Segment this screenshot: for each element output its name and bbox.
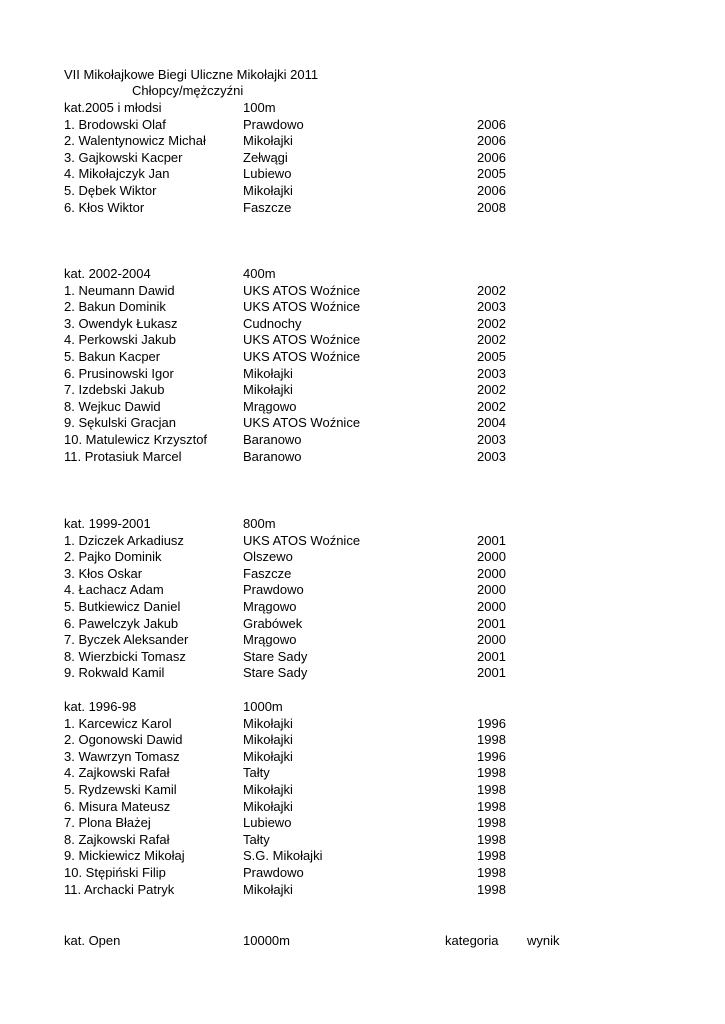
result-row <box>0 831 725 848</box>
result-row <box>0 431 725 448</box>
runner-club: S.G. Mikołajki <box>243 848 323 864</box>
result-row <box>0 365 725 382</box>
runner-club: Mikołajki <box>243 748 293 764</box>
result-row <box>0 381 725 398</box>
runner-name: 2. Walentynowicz Michał <box>64 133 206 149</box>
runner-name: 7. Izdebski Jakub <box>64 382 165 398</box>
result-row <box>0 132 725 149</box>
runner-year: 2000 <box>477 632 506 648</box>
runner-name: 6. Pawelczyk Jakub <box>64 615 179 631</box>
runner-club: Mikołajki <box>243 732 293 748</box>
runner-year: 1996 <box>477 715 506 731</box>
result-row <box>0 581 725 598</box>
runner-club: Mikołajki <box>243 133 293 149</box>
runner-year: 1996 <box>477 748 506 764</box>
section-header <box>0 99 725 116</box>
runner-name: 5. Dębek Wiktor <box>64 183 157 198</box>
runner-club: Tałty <box>243 765 270 781</box>
runner-year: 2002 <box>477 332 506 348</box>
section-header <box>0 698 725 715</box>
runner-club: Mrągowo <box>243 599 297 614</box>
runner-name: 3. Owendyk Łukasz <box>64 315 178 331</box>
runner-club: Stare Sady <box>243 648 308 664</box>
runner-name: 7. Plona Błażej <box>64 815 151 831</box>
result-row <box>0 315 725 332</box>
runner-year: 1998 <box>477 881 506 897</box>
result-row <box>0 149 725 166</box>
result-row <box>0 814 725 831</box>
runner-name: 9. Mickiewicz Mikołaj <box>64 848 185 864</box>
runner-club: Stare Sady <box>243 665 308 681</box>
runner-year: 2001 <box>477 532 506 548</box>
runner-club: Mikołajki <box>243 798 293 814</box>
runner-club: Mikołajki <box>243 782 293 797</box>
runner-name: 8. Wierzbicki Tomasz <box>64 648 186 664</box>
runner-year: 2001 <box>477 648 506 664</box>
runner-year: 2006 <box>477 183 506 198</box>
result-row <box>0 881 725 898</box>
result-row <box>0 532 725 549</box>
result-row <box>0 398 725 415</box>
runner-club: Olszewo <box>243 549 293 565</box>
runner-club: Cudnochy <box>243 315 302 331</box>
result-row <box>0 448 725 465</box>
runner-club: UKS ATOS Woźnice <box>243 299 361 315</box>
runner-year: 2004 <box>477 415 506 431</box>
runner-club: Lubiewo <box>243 815 292 831</box>
runner-year: 2000 <box>477 549 506 565</box>
result-row <box>0 331 725 348</box>
runner-name: 2. Ogonowski Dawid <box>64 732 183 748</box>
result-row <box>0 116 725 133</box>
runner-club: Zełwągi <box>243 149 288 165</box>
runner-name: 4. Zajkowski Rafał <box>64 765 170 781</box>
section-category: kat. 1999-2001 <box>64 516 151 531</box>
runner-year: 2003 <box>477 299 506 315</box>
result-row <box>0 348 725 365</box>
result-row <box>0 847 725 864</box>
runner-year: 2003 <box>477 365 506 381</box>
runner-name: 1. Dziczek Arkadiusz <box>64 532 184 548</box>
runner-year: 2001 <box>477 615 506 631</box>
runner-name: 3. Gajkowski Kacper <box>64 149 183 165</box>
runner-name: 1. Neumann Dawid <box>64 282 175 298</box>
runner-year: 2003 <box>477 432 506 447</box>
runner-name: 1. Karcewicz Karol <box>64 715 172 731</box>
runner-name: 11. Protasiuk Marcel <box>64 448 182 464</box>
runner-club: Mikołajki <box>243 715 293 731</box>
runner-club: UKS ATOS Woźnice <box>243 332 361 348</box>
result-row <box>0 282 725 299</box>
open-col-result: wynik <box>527 933 560 948</box>
runner-club: Mrągowo <box>243 398 297 414</box>
section-distance: 1000m <box>243 699 283 714</box>
open-distance: 10000m <box>243 933 290 948</box>
runner-club: Prawdowo <box>243 582 304 598</box>
runner-name: 3. Wawrzyn Tomasz <box>64 748 180 764</box>
runner-club: Prawdowo <box>243 116 304 132</box>
open-col-category: kategoria <box>445 933 499 948</box>
runner-name: 5. Bakun Kacper <box>64 349 161 364</box>
result-row <box>0 715 725 732</box>
runner-name: 4. Perkowski Jakub <box>64 332 176 348</box>
runner-year: 2003 <box>477 448 506 464</box>
runner-year: 2005 <box>477 349 506 364</box>
runner-name: 1. Brodowski Olaf <box>64 116 166 132</box>
result-row <box>0 199 725 216</box>
runner-year: 1998 <box>477 848 506 864</box>
result-row <box>0 648 725 665</box>
open-header-line <box>0 932 725 949</box>
runner-name: 11. Archacki Patryk <box>64 881 175 897</box>
runner-year: 1998 <box>477 798 506 814</box>
runner-club: Baranowo <box>243 448 302 464</box>
runner-club: Faszcze <box>243 565 292 581</box>
runner-year: 1998 <box>477 765 506 781</box>
runner-year: 1998 <box>477 732 506 748</box>
runner-year: 2008 <box>477 199 506 215</box>
page-title: VII Mikołajkowe Biegi Uliczne Mikołajki 2011 <box>64 67 319 82</box>
runner-year: 2000 <box>477 565 506 581</box>
title-line <box>0 66 725 83</box>
runner-year: 1998 <box>477 815 506 831</box>
result-row <box>0 414 725 431</box>
runner-year: 2001 <box>477 665 506 681</box>
runner-year: 2002 <box>477 382 506 398</box>
runner-club: UKS ATOS Woźnice <box>243 349 361 364</box>
runner-year: 2002 <box>477 315 506 331</box>
section-header <box>0 265 725 282</box>
runner-year: 2002 <box>477 282 506 298</box>
runner-year: 2006 <box>477 133 506 149</box>
runner-year: 1998 <box>477 831 506 847</box>
runner-year: 2006 <box>477 116 506 132</box>
runner-club: Mikołajki <box>243 183 293 198</box>
runner-name: 2. Bakun Dominik <box>64 299 166 315</box>
runner-name: 4. Łachacz Adam <box>64 582 164 598</box>
runner-club: Tałty <box>243 831 270 847</box>
runner-year: 2002 <box>477 398 506 414</box>
section-category: kat. 2002-2004 <box>64 266 151 281</box>
result-row <box>0 731 725 748</box>
page-subtitle: Chłopcy/mężczyźni <box>132 83 244 98</box>
runner-name: 4. Mikołajczyk Jan <box>64 166 170 182</box>
runner-club: Mrągowo <box>243 632 297 648</box>
runner-name: 5. Rydzewski Kamil <box>64 782 177 797</box>
result-row <box>0 764 725 781</box>
runner-name: 9. Sękulski Gracjan <box>64 415 176 431</box>
runner-club: Lubiewo <box>243 166 292 182</box>
runner-year: 2005 <box>477 166 506 182</box>
runner-club: Faszcze <box>243 199 292 215</box>
runner-name: 7. Byczek Aleksander <box>64 632 189 648</box>
runner-club: Grabówek <box>243 615 303 631</box>
result-row <box>0 798 725 815</box>
runner-name: 8. Wejkuc Dawid <box>64 398 161 414</box>
result-row <box>0 781 725 798</box>
result-row <box>0 631 725 648</box>
runner-name: 6. Misura Mateusz <box>64 798 171 814</box>
subtitle-line <box>0 82 725 99</box>
section-distance: 100m <box>243 100 276 115</box>
section-category: kat. 1996-98 <box>64 699 137 714</box>
runner-name: 9. Rokwald Kamil <box>64 665 165 681</box>
result-row <box>0 298 725 315</box>
runner-club: Mikołajki <box>243 365 293 381</box>
open-category: kat. Open <box>64 933 121 948</box>
result-row <box>0 598 725 615</box>
runner-year: 1998 <box>477 782 506 797</box>
runner-name: 2. Pajko Dominik <box>64 549 162 565</box>
result-row <box>0 182 725 199</box>
runner-name: 8. Zajkowski Rafał <box>64 831 170 847</box>
runner-club: UKS ATOS Woźnice <box>243 532 361 548</box>
runner-club: UKS ATOS Woźnice <box>243 415 361 431</box>
runner-year: 2006 <box>477 149 506 165</box>
runner-year: 2000 <box>477 599 506 614</box>
result-row <box>0 748 725 765</box>
runner-club: Mikołajki <box>243 881 293 897</box>
result-row <box>0 165 725 182</box>
runner-year: 2000 <box>477 582 506 598</box>
section-header <box>0 515 725 532</box>
result-row <box>0 565 725 582</box>
runner-name: 10. Stępiński Filip <box>64 865 166 880</box>
runner-name: 5. Butkiewicz Daniel <box>64 599 181 614</box>
section-distance: 800m <box>243 516 276 531</box>
runner-club: Baranowo <box>243 432 302 447</box>
section-category: kat.2005 i młodsi <box>64 100 162 115</box>
result-row <box>0 864 725 881</box>
runner-year: 1998 <box>477 865 506 880</box>
result-row <box>0 664 725 681</box>
runner-club: Prawdowo <box>243 865 304 880</box>
result-row <box>0 548 725 565</box>
result-row <box>0 615 725 632</box>
section-distance: 400m <box>243 266 276 281</box>
runner-name: 6. Kłos Wiktor <box>64 199 145 215</box>
runner-club: Mikołajki <box>243 382 293 398</box>
runner-name: 6. Prusinowski Igor <box>64 365 174 381</box>
runner-club: UKS ATOS Woźnice <box>243 282 361 298</box>
runner-name: 10. Matulewicz Krzysztof <box>64 432 208 447</box>
runner-name: 3. Kłos Oskar <box>64 565 143 581</box>
